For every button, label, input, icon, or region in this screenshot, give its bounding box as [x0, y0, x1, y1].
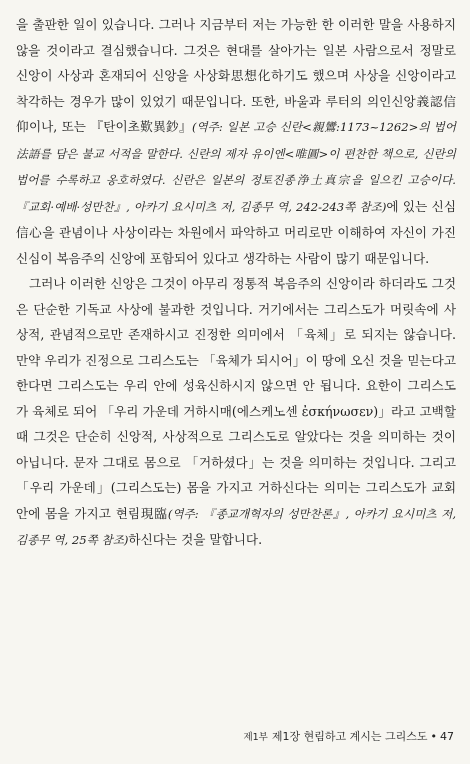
hanja-annotation: 現臨 [140, 505, 168, 521]
footer-chapter: 제1장 현림하고 계시는 그리스도 [271, 730, 428, 743]
translator-note: (역주: 일본 고승 신란<親鸞:1173~1262>의 법어法語를 담은 불교 서적을 말한다. 신란의 제자 유이엔<唯圓>이 편찬한 책으로, 신란의 법어를 수록하고 옹호하였다. 신란은 일본의 정토진종浄土真宗을 일으킨 고승이다. 『교회·예배·성만찬』, 아카기 요시미츠 저, 김종무 역, 242-243쪽 참조) [16, 120, 457, 214]
paragraph-1 [16, 12, 456, 271]
text-run: 하기도 했으며 사상을 신앙이라고 착각하는 경우가 많이 있었기 때문입니다. 또한, 바울과 루터의 의인신앙 [16, 68, 456, 109]
text-run: 그러나 이러한 신앙은 그것이 아무리 정통적 복음주의 신앙이라 하더라도 그것은 단순한 기독교 사상에 불과한 것입니다. 거기에서는 그리스도가 머릿속에 사상적, 관념적으로만 존재하시고 진정한 의미에서 「육체」로 되지는 않습니다. 만약 우리가 진정으로 그리스도는 「육체가 되시어」이 땅에 오신 것을 믿는다고 한다면 그리스도는 우리 안에 성육신하시지 않으면 안 됩니다. 요한이 그리스도가 육체로 되어 「우리 가운데 거하시매(에스케노센 ἐσκήνωσεν)」라고 고백할 때 그것은 단순히 신앙적, 사상적으로 그리스도로 알았다는 것을 의미하는 것이 아닙니다. 문자 그대로 몸으로 「거하셨다」는 것을 의미하는 것입니다. 그리고 「우리 가운데」(그리스도는) 몸을 가지고 거하신다는 의미는 그리스도가 교회 안에 몸을 가지고 현림 [16, 276, 456, 521]
footer-bullet: • [430, 730, 437, 743]
text-run: 하신다는 것을 말합니다. [128, 532, 263, 547]
running-footer [243, 728, 454, 744]
hanja-annotation: 歎異鈔 [139, 119, 179, 134]
text-run: 을 관념이나 사상이라는 차원에서 파악하고 머리로만 이해하여 자신이 가진 신심이 복음주의 신앙에 포함되어 있다고 생각하는 사람이 많기 때문입니다. [16, 225, 456, 266]
hanja-annotation: 信心 [16, 225, 43, 240]
hanja-annotation: 義認信仰 [16, 93, 456, 134]
page-body [16, 12, 456, 554]
page-number: 47 [440, 730, 454, 743]
text-run: 을 출판한 일이 있습니다. 그러나 지금부터 저는 가능한 한 이러한 말을 사용하지 않을 것이라고 결심했습니다. 그것은 현대를 살아가는 일본 사람으로서 정말로 신앙이 사상과 혼재되어 신앙을 사상화 [16, 17, 456, 83]
footer-part: 제1부 [243, 732, 268, 743]
text-run: 이나, 또는 『탄이초 [28, 119, 140, 134]
translator-note: (역주: 『종교개혁자의 성만찬론』, 아카기 요시미츠 저, 김종무 역, 25쪽 참조) [16, 506, 457, 547]
paragraph-2 [16, 271, 456, 554]
hanja-annotation: 思想化 [230, 68, 272, 83]
text-run: 에 있는 신심 [386, 198, 456, 214]
text-run: 』 [178, 119, 192, 134]
